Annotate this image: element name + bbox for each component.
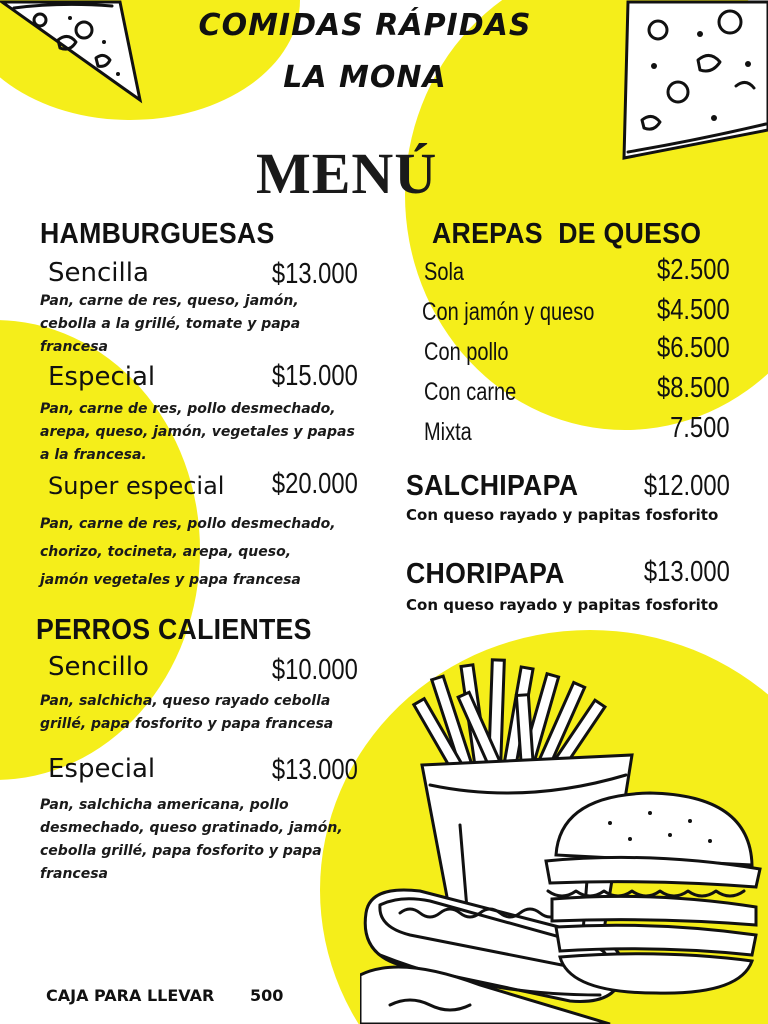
perros-calientes-heading: PERROS CALIENTES (36, 614, 312, 646)
pizza-slice-right-icon (618, 0, 768, 162)
perro-especial-name: Especial (48, 754, 156, 784)
choripapa-desc: Con queso rayado y papitas fosforito (406, 596, 719, 614)
restaurant-name-line2: LA MONA (283, 60, 447, 95)
arepa-pollo-name: Con pollo (424, 338, 509, 366)
perro-sencillo-name: Sencillo (48, 652, 149, 682)
salchipapa-price: $12.000 (644, 470, 730, 502)
choripapa-price: $13.000 (644, 556, 730, 588)
arepa-pollo-price: $6.500 (657, 332, 730, 364)
salchipapa-heading: SALCHIPAPA (406, 470, 579, 502)
takeaway-box-price: 500 (250, 986, 284, 1005)
arepa-mixta-name: Mixta (424, 418, 472, 446)
fast-food-illustration (360, 655, 768, 1024)
perro-especial-desc: Pan, salchicha americana, pollo desmechado, queso gratinado, jamón, cebolla grillé, papa fosforito y papa francesa (40, 797, 343, 882)
takeaway-box-label: CAJA PARA LLEVAR (46, 986, 215, 1005)
arepa-sola-name: Sola (424, 258, 465, 286)
choripapa-heading: CHORIPAPA (406, 558, 565, 590)
perro-sencillo-price: $10.000 (272, 654, 358, 686)
arepa-jamon-queso-name: Con jamón y queso (422, 298, 595, 326)
salchipapa-desc: Con queso rayado y papitas fosforito (406, 506, 719, 524)
hamburguesa-super-especial-price: $20.000 (272, 468, 358, 500)
hamburguesa-sencilla-name: Sencilla (48, 258, 149, 288)
hamburguesa-sencilla-desc: Pan, carne de res, queso, jamón, cebolla a la grillé, tomate y papa francesa (40, 293, 301, 355)
hamburguesas-heading: HAMBURGUESAS (40, 218, 275, 250)
arepas-heading: AREPAS DE QUESO (432, 218, 702, 250)
perro-especial-price: $13.000 (272, 754, 358, 786)
pizza-slice-left-icon (0, 0, 150, 105)
burger-icon (546, 793, 760, 993)
hamburguesa-super-especial-name: Super especial (48, 472, 225, 500)
arepa-sola-price: $2.500 (657, 254, 730, 286)
menu-title: MENÚ (256, 141, 438, 206)
arepa-carne-price: $8.500 (657, 372, 730, 404)
hamburguesa-especial-name: Especial (48, 362, 156, 392)
perro-sencillo-desc: Pan, salchicha, queso rayado cebolla grillé, papa fosforito y papa francesa (40, 693, 334, 732)
arepa-jamon-queso-price: $4.500 (657, 294, 730, 326)
hamburguesa-especial-desc: Pan, carne de res, pollo desmechado, arepa, queso, jamón, vegetales y papas a la francesa. (40, 401, 355, 463)
hamburguesa-sencilla-price: $13.000 (272, 258, 358, 290)
hamburguesa-super-especial-desc: Pan, carne de res, pollo desmechado, chorizo, tocineta, arepa, queso, jamón vegetales y papa francesa (40, 516, 336, 588)
arepa-carne-name: Con carne (424, 378, 517, 406)
hamburguesa-especial-price: $15.000 (272, 360, 358, 392)
restaurant-name-line1: COMIDAS RÁPIDAS (198, 8, 532, 43)
arepa-mixta-price: 7.500 (670, 412, 730, 444)
